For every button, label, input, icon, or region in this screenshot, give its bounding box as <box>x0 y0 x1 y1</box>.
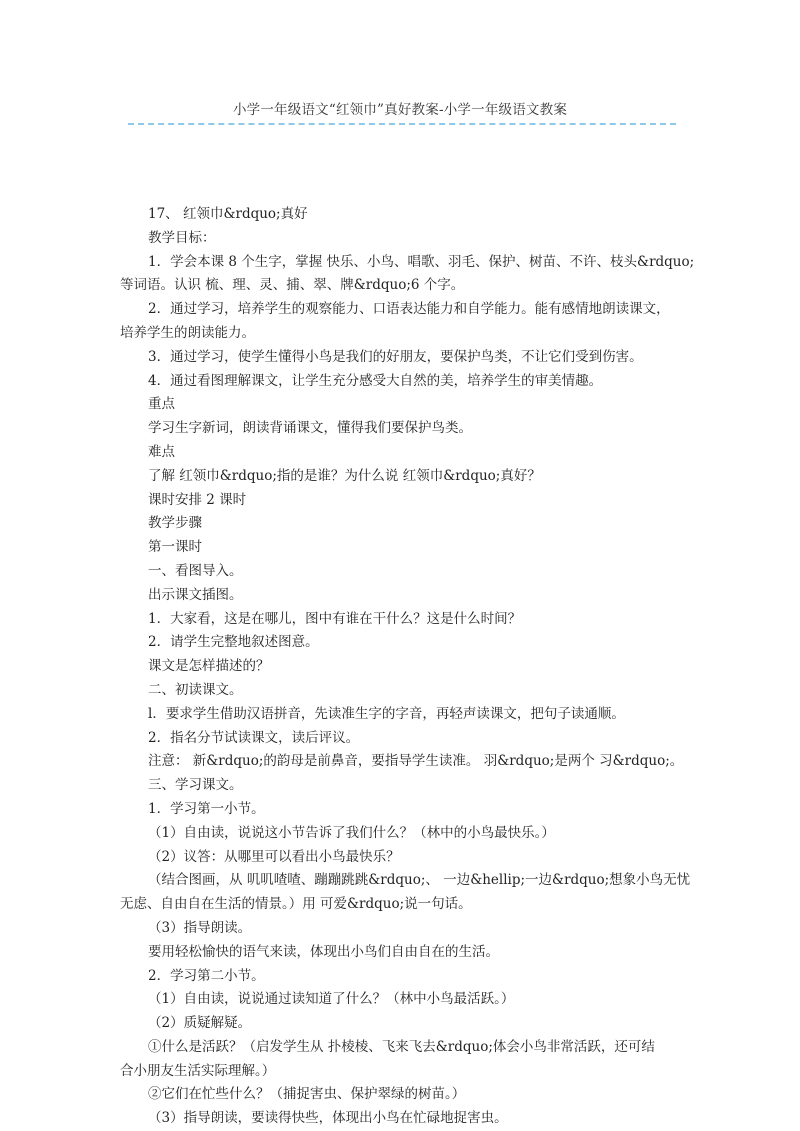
text-line: 难点 <box>148 443 175 460</box>
text-line: 1．学会本课 8 个生字，掌握 快乐、小鸟、唱歌、羽毛、保护、树苗、不许、枝头&rdquo; <box>148 253 695 270</box>
text-line: （结合图画，从 叽叽喳喳、蹦蹦跳跳&rdquo;、 一边&hellip;一边&rdquo;想象小鸟无忧 <box>148 872 691 889</box>
text-line: 课时安排 2 课时 <box>148 491 247 508</box>
text-line: ①什么是活跃？（启发学生从 扑棱棱、飞来飞去&rdquo;体会小鸟非常活跃，还可结 <box>148 1038 655 1055</box>
text-line: 一、看图导入。 <box>148 562 243 579</box>
text-line: （2）质疑解疑。 <box>148 1015 252 1032</box>
text-line: 4．通过看图理解课文，让学生充分感受大自然的美，培养学生的审美情趣。 <box>148 372 603 389</box>
text-line: 17、 红领巾&rdquo;真好 <box>148 206 308 222</box>
document-body <box>120 203 695 1131</box>
text-line: ②它们在忙些什么？（捕捉害虫、保护翠绿的树苗。） <box>148 1086 466 1103</box>
text-line: 2．学习第二小节。 <box>148 967 265 984</box>
text-line: 2．通过学习，培养学生的观察能力、口语表达能力和自学能力。能有感情地朗读课文， <box>148 301 670 318</box>
text-line: 要用轻松愉快的语气来读，体现出小鸟们自由自在的生活。 <box>148 943 499 960</box>
text-line: 1．大家看，这是在哪儿，图中有谁在干什么？这是什么时间？ <box>148 610 522 627</box>
text-line: 无虑、自由自在生活的情景。）用 可爱&rdquo;说一句话。 <box>120 896 472 913</box>
text-line: （1）自由读，说说这小节告诉了我们什么？（林中的小鸟最快乐。） <box>148 824 555 841</box>
text-line: 注意： 新&rdquo;的韵母是前鼻音，要指导学生读准。 羽&rdquo;是两个 习&rdquo;。 <box>148 753 684 770</box>
text-line: 培养学生的朗读能力。 <box>120 324 255 341</box>
text-line: （2）议答：从哪里可以看出小鸟最快乐？ <box>148 848 400 865</box>
header-divider <box>128 123 676 125</box>
text-line: （1）自由读，说说通过读知道了什么？（林中小鸟最活跃。） <box>148 991 515 1008</box>
text-line: l．要求学生借助汉语拼音，先读准生字的字音，再轻声读课文，把句子读通顺。 <box>148 705 625 722</box>
text-line: 第一课时 <box>148 539 202 556</box>
text-line: 等词语。认识 梳、理、灵、捕、翠、牌&rdquo;6 个字。 <box>120 277 465 294</box>
text-line: （3）指导朗读，要读得快些，体现出小鸟在忙碌地捉害虫。 <box>148 1110 508 1127</box>
text-line: 课文是怎样描述的？ <box>148 658 270 675</box>
text-line: 二、初读课文。 <box>148 681 243 698</box>
text-line: 学习生字新词，朗读背诵课文，懂得我们要保护鸟类。 <box>148 420 472 437</box>
text-line: 合小朋友生活实际理解。） <box>120 1062 276 1079</box>
text-line: 出示课文插图。 <box>148 586 243 603</box>
text-line: 了解 红领巾&rdquo;指的是谁？为什么说 红领巾&rdquo;真好？ <box>148 467 541 484</box>
text-line: 三、学习课文。 <box>148 777 243 794</box>
text-line: 重点 <box>148 396 175 413</box>
text-line: 3．通过学习，使学生懂得小鸟是我们的好朋友，要保护鸟类，不让它们受到伤害。 <box>148 348 643 365</box>
text-line: 1．学习第一小节。 <box>148 800 265 817</box>
page-title: 小学一年级语文“红领巾”真好教案-小学一年级语文教案 <box>232 102 568 118</box>
text-line: 2．指名分节试读课文，读后评议。 <box>148 729 360 746</box>
text-line: 教学步骤 <box>148 515 202 532</box>
text-line: （3）指导朗读。 <box>148 919 252 936</box>
text-line: 2．请学生完整地叙述图意。 <box>148 634 319 651</box>
text-line: 教学目标： <box>148 229 216 246</box>
